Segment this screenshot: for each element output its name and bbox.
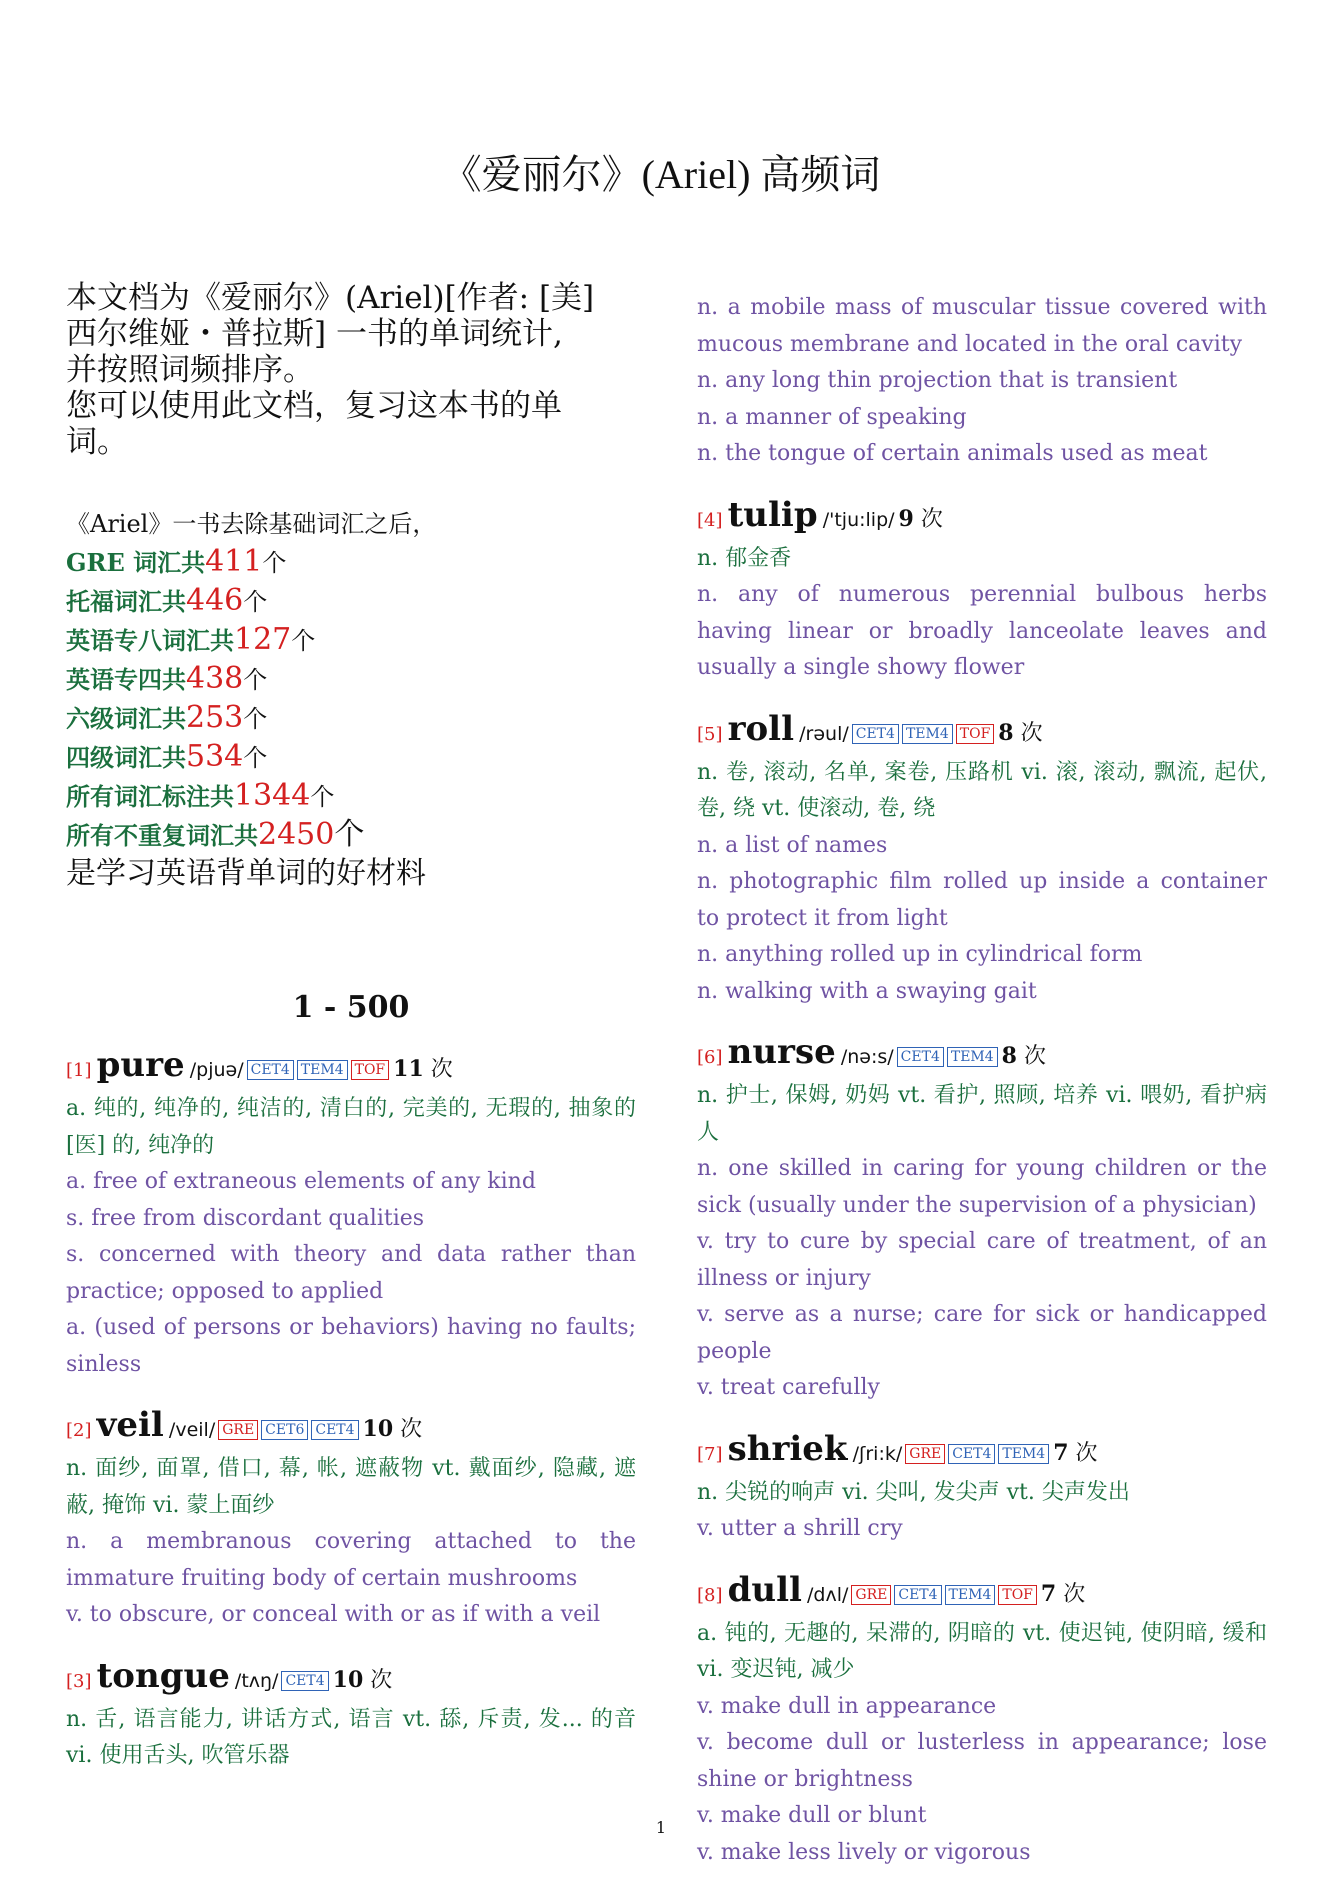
intro-line: 西尔维娅・普拉斯] 一书的单词统计, bbox=[66, 316, 563, 352]
stat-value: 534 bbox=[186, 739, 244, 774]
stat-row bbox=[66, 816, 636, 855]
entry-index: [2] bbox=[66, 1420, 92, 1441]
english-definition: n. a manner of speaking bbox=[697, 404, 967, 430]
word-entry bbox=[697, 1032, 1267, 1407]
headword: roll bbox=[727, 708, 795, 749]
entry-index: [3] bbox=[66, 1670, 92, 1692]
entry-index: [1] bbox=[66, 1060, 92, 1081]
stat-value: 438 bbox=[186, 661, 244, 696]
entry-headword-line bbox=[697, 495, 1267, 541]
stat-label: 四级词汇共 bbox=[66, 743, 186, 772]
stat-row bbox=[66, 621, 636, 660]
chinese-definition: n. 郁金香 bbox=[697, 545, 792, 571]
stat-unit: 个 bbox=[243, 588, 268, 616]
english-definition: n. a membranous covering attached to the immature fruiting body of certain mushrooms bbox=[66, 1529, 636, 1591]
frequency-count bbox=[1053, 1441, 1097, 1466]
english-definition: v. serve as a nurse; care for sick or handicapped people bbox=[697, 1302, 1267, 1364]
chinese-definition: n. 舌, 语言能力, 讲话方式, 语言 vt. 舔, 斥责, 发... 的音 vi. 使用舌头, 吹管乐器 bbox=[66, 1706, 636, 1768]
exam-tag-badge: TEM4 bbox=[902, 724, 953, 744]
entry-headword-line bbox=[66, 1405, 636, 1451]
stat-label: 所有词汇标注共 bbox=[66, 782, 234, 811]
stat-row bbox=[66, 738, 636, 777]
entry-headword-line bbox=[66, 1045, 636, 1091]
frequency-unit: 次 bbox=[1075, 1440, 1098, 1466]
stat-row bbox=[66, 660, 636, 699]
frequency-number: 11 bbox=[393, 1056, 424, 1082]
phonetic: /nə:s/ bbox=[840, 1046, 894, 1068]
word-entry bbox=[66, 1656, 636, 1775]
entry-headword-line bbox=[697, 1032, 1267, 1078]
english-definition: v. treat carefully bbox=[697, 1375, 880, 1400]
entry-index: [6] bbox=[697, 1047, 723, 1068]
entry-headword-line bbox=[697, 1429, 1267, 1475]
headword: dull bbox=[727, 1569, 802, 1610]
english-definition: n. any of numerous perennial bulbous herbs having linear or broadly lanceolate leaves and usually a single showy flower bbox=[697, 582, 1267, 680]
entry-index: [7] bbox=[697, 1443, 723, 1465]
english-definition: v. try to cure by special care of treatment, of an illness or injury bbox=[697, 1229, 1267, 1291]
english-definition: s. concerned with theory and data rather than practice; opposed to applied bbox=[66, 1242, 636, 1304]
phonetic: /pjuə/ bbox=[189, 1059, 244, 1081]
phonetic: /rəul/ bbox=[799, 722, 849, 745]
exam-tag-badge: TEM4 bbox=[945, 1585, 996, 1605]
exam-tag-badge: CET4 bbox=[894, 1585, 941, 1605]
exam-tag-badge: CET4 bbox=[247, 1060, 294, 1080]
exam-tag-badge: GRE bbox=[905, 1444, 945, 1464]
frequency-unit: 次 bbox=[1020, 720, 1043, 746]
document-title: 《爱丽尔》(Ariel) 高频词 bbox=[441, 152, 881, 197]
stat-value: 446 bbox=[186, 583, 244, 618]
page-number: 1 bbox=[655, 1818, 667, 1837]
exam-tag-badge: CET4 bbox=[281, 1671, 328, 1691]
frequency-number: 10 bbox=[332, 1666, 364, 1693]
right-column bbox=[697, 290, 1267, 1893]
chinese-definition: n. 护士, 保姆, 奶妈 vt. 看护, 照顾, 培养 vi. 喂奶, 看护病人 bbox=[697, 1083, 1267, 1145]
stat-value: 2450 bbox=[258, 817, 335, 852]
exam-tag-badge: TOF bbox=[998, 1585, 1037, 1605]
word-entry bbox=[697, 290, 1267, 473]
continued-entry-defs bbox=[697, 290, 1267, 473]
frequency-count bbox=[1041, 1582, 1085, 1607]
stat-value: 253 bbox=[186, 700, 244, 735]
stat-label: 英语专四共 bbox=[66, 665, 186, 694]
entry-index: [8] bbox=[697, 1584, 723, 1606]
headword: nurse bbox=[727, 1032, 836, 1072]
chinese-definition: n. 面纱, 面罩, 借口, 幕, 帐, 遮蔽物 vt. 戴面纱, 隐藏, 遮蔽, 掩饰 vi. 蒙上面纱 bbox=[66, 1456, 636, 1518]
frequency-count bbox=[899, 507, 943, 532]
frequency-unit: 次 bbox=[370, 1667, 393, 1693]
chinese-definition: n. 卷, 滚动, 名单, 案卷, 压路机 vi. 滚, 滚动, 飘流, 起伏, 卷, 绕 vt. 使滚动, 卷, 绕 bbox=[697, 759, 1267, 821]
stat-row bbox=[66, 543, 636, 582]
english-definition: n. a mobile mass of muscular tissue covered with mucous membrane and located in the oral cavity bbox=[697, 295, 1267, 357]
frequency-count bbox=[363, 1417, 423, 1442]
stat-label: GRE 词汇共 bbox=[66, 548, 206, 577]
frequency-unit: 次 bbox=[920, 506, 943, 532]
exam-tag-badge: TOF bbox=[351, 1060, 390, 1080]
stat-value: 127 bbox=[234, 622, 292, 657]
exam-tag-badge: CET4 bbox=[311, 1420, 358, 1440]
stat-row bbox=[66, 699, 636, 738]
frequency-number: 7 bbox=[1040, 1580, 1057, 1607]
frequency-number: 8 bbox=[998, 719, 1014, 746]
frequency-number: 9 bbox=[898, 505, 914, 532]
phonetic: /dʌl/ bbox=[807, 1583, 849, 1606]
english-definition: a. (used of persons or behaviors) having no faults; sinless bbox=[66, 1315, 636, 1377]
intro-line: 并按照词频排序。 bbox=[66, 352, 314, 388]
stat-unit: 个 bbox=[243, 705, 268, 733]
headword: tulip bbox=[727, 494, 818, 535]
left-column bbox=[66, 280, 636, 1797]
stat-label: 英语专八词汇共 bbox=[66, 626, 234, 655]
phonetic: /tʌŋ/ bbox=[234, 1669, 279, 1692]
stats-lead: 《Ariel》一书去除基础词汇之后， bbox=[66, 510, 437, 538]
english-definition: v. utter a shrill cry bbox=[697, 1516, 903, 1541]
english-definition: s. free from discordant qualities bbox=[66, 1205, 425, 1231]
entry-headword-line bbox=[697, 709, 1267, 755]
english-definition: n. one skilled in caring for young children or the sick (usually under the supervision of a physician) bbox=[697, 1156, 1267, 1218]
exam-tag-badge: CET4 bbox=[897, 1047, 944, 1067]
stat-unit: 个 bbox=[243, 666, 268, 694]
english-definition: n. any long thin projection that is transient bbox=[697, 368, 1178, 393]
chinese-definition: n. 尖锐的响声 vi. 尖叫, 发尖声 vt. 尖声发出 bbox=[697, 1479, 1130, 1505]
exam-tag-badge: GRE bbox=[218, 1420, 258, 1440]
english-definition: v. make less lively or vigorous bbox=[697, 1839, 1031, 1865]
word-entry bbox=[697, 495, 1267, 687]
frequency-unit: 次 bbox=[1063, 1581, 1086, 1607]
entry-headword-line bbox=[697, 1570, 1267, 1616]
intro-line: 词。 bbox=[66, 424, 128, 460]
exam-tag-badge: TEM4 bbox=[297, 1060, 348, 1080]
frequency-number: 8 bbox=[1001, 1043, 1017, 1069]
frequency-number: 10 bbox=[362, 1416, 394, 1442]
frequency-unit: 次 bbox=[400, 1417, 423, 1442]
frequency-count bbox=[333, 1668, 393, 1693]
stat-label: 六级词汇共 bbox=[66, 704, 186, 733]
stat-unit: 个 bbox=[310, 783, 335, 811]
entry-index: [4] bbox=[697, 509, 723, 531]
headword: shriek bbox=[727, 1428, 848, 1469]
english-definition: v. become dull or lusterless in appearance; lose shine or brightness bbox=[697, 1730, 1267, 1792]
chinese-definition: a. 钝的, 无趣的, 呆滞的, 阴暗的 vt. 使迟钝, 使阴暗, 缓和 vi. 变迟钝, 减少 bbox=[697, 1620, 1267, 1682]
exam-tag-badge: TEM4 bbox=[998, 1444, 1049, 1464]
frequency-count bbox=[1002, 1044, 1046, 1069]
word-entry bbox=[66, 1045, 636, 1383]
headword: pure bbox=[96, 1045, 185, 1085]
stat-value: 411 bbox=[205, 544, 263, 579]
exam-tag-badge: TEM4 bbox=[947, 1047, 998, 1067]
exam-tag-badge: CET4 bbox=[852, 724, 899, 744]
frequency-count bbox=[393, 1057, 453, 1082]
stat-unit: 个 bbox=[243, 744, 268, 772]
exam-tag-badge: CET6 bbox=[261, 1420, 308, 1440]
frequency-unit: 次 bbox=[430, 1057, 453, 1082]
frequency-count bbox=[998, 721, 1042, 746]
english-definition: v. to obscure, or conceal with or as if with a veil bbox=[66, 1602, 601, 1627]
stat-value: 1344 bbox=[234, 778, 311, 813]
english-definition: v. make dull in appearance bbox=[697, 1693, 997, 1719]
section-range-heading: 1 - 500 bbox=[292, 990, 410, 1025]
frequency-number: 7 bbox=[1053, 1439, 1069, 1466]
stats-closing: 是学习英语背单词的好材料 bbox=[66, 856, 426, 891]
intro-line: 本文档为《爱丽尔》(Ariel)[作者: [美] bbox=[66, 280, 595, 316]
intro-line: 您可以使用此文档，复习这本书的单 bbox=[66, 388, 562, 424]
vocabulary-stats bbox=[66, 506, 636, 892]
left-entries bbox=[66, 1045, 636, 1775]
exam-tag-badge: TOF bbox=[956, 724, 995, 744]
english-definition: n. the tongue of certain animals used as meat bbox=[697, 441, 1208, 466]
stat-unit: 个 bbox=[291, 627, 316, 655]
word-entry bbox=[66, 1405, 636, 1634]
stat-label: 托福词汇共 bbox=[66, 587, 186, 616]
english-definition: n. photographic film rolled up inside a container to protect it from light bbox=[697, 869, 1267, 931]
phonetic: /veil/ bbox=[168, 1419, 216, 1441]
headword: veil bbox=[96, 1405, 164, 1445]
stat-row bbox=[66, 777, 636, 816]
intro-paragraph bbox=[66, 280, 636, 460]
stat-unit: 个 bbox=[262, 549, 287, 577]
entry-headword-line bbox=[66, 1656, 636, 1702]
phonetic: /'tju:lip/ bbox=[822, 508, 895, 531]
english-definition: n. a list of names bbox=[697, 832, 888, 858]
word-entry bbox=[697, 709, 1267, 1011]
word-entry bbox=[697, 1429, 1267, 1548]
english-definition: a. free of extraneous elements of any kind bbox=[66, 1169, 536, 1194]
entry-index: [5] bbox=[697, 723, 723, 745]
stat-label: 所有不重复词汇共 bbox=[66, 821, 258, 850]
exam-tag-badge: CET4 bbox=[948, 1444, 995, 1464]
right-entries bbox=[697, 495, 1267, 1872]
english-definition: n. anything rolled up in cylindrical form bbox=[697, 942, 1143, 967]
stat-row bbox=[66, 582, 636, 621]
exam-tag-badge: GRE bbox=[851, 1585, 891, 1605]
stat-unit: 个 bbox=[334, 817, 365, 852]
chinese-definition: a. 纯的, 纯净的, 纯洁的, 清白的, 完美的, 无瑕的, 抽象的 [医] 的, 纯净的 bbox=[66, 1096, 636, 1158]
phonetic: /ʃri:k/ bbox=[852, 1442, 903, 1465]
headword: tongue bbox=[96, 1655, 230, 1696]
english-definition: v. make dull or blunt bbox=[697, 1803, 927, 1828]
english-definition: n. walking with a swaying gait bbox=[697, 978, 1037, 1004]
frequency-unit: 次 bbox=[1023, 1044, 1046, 1069]
